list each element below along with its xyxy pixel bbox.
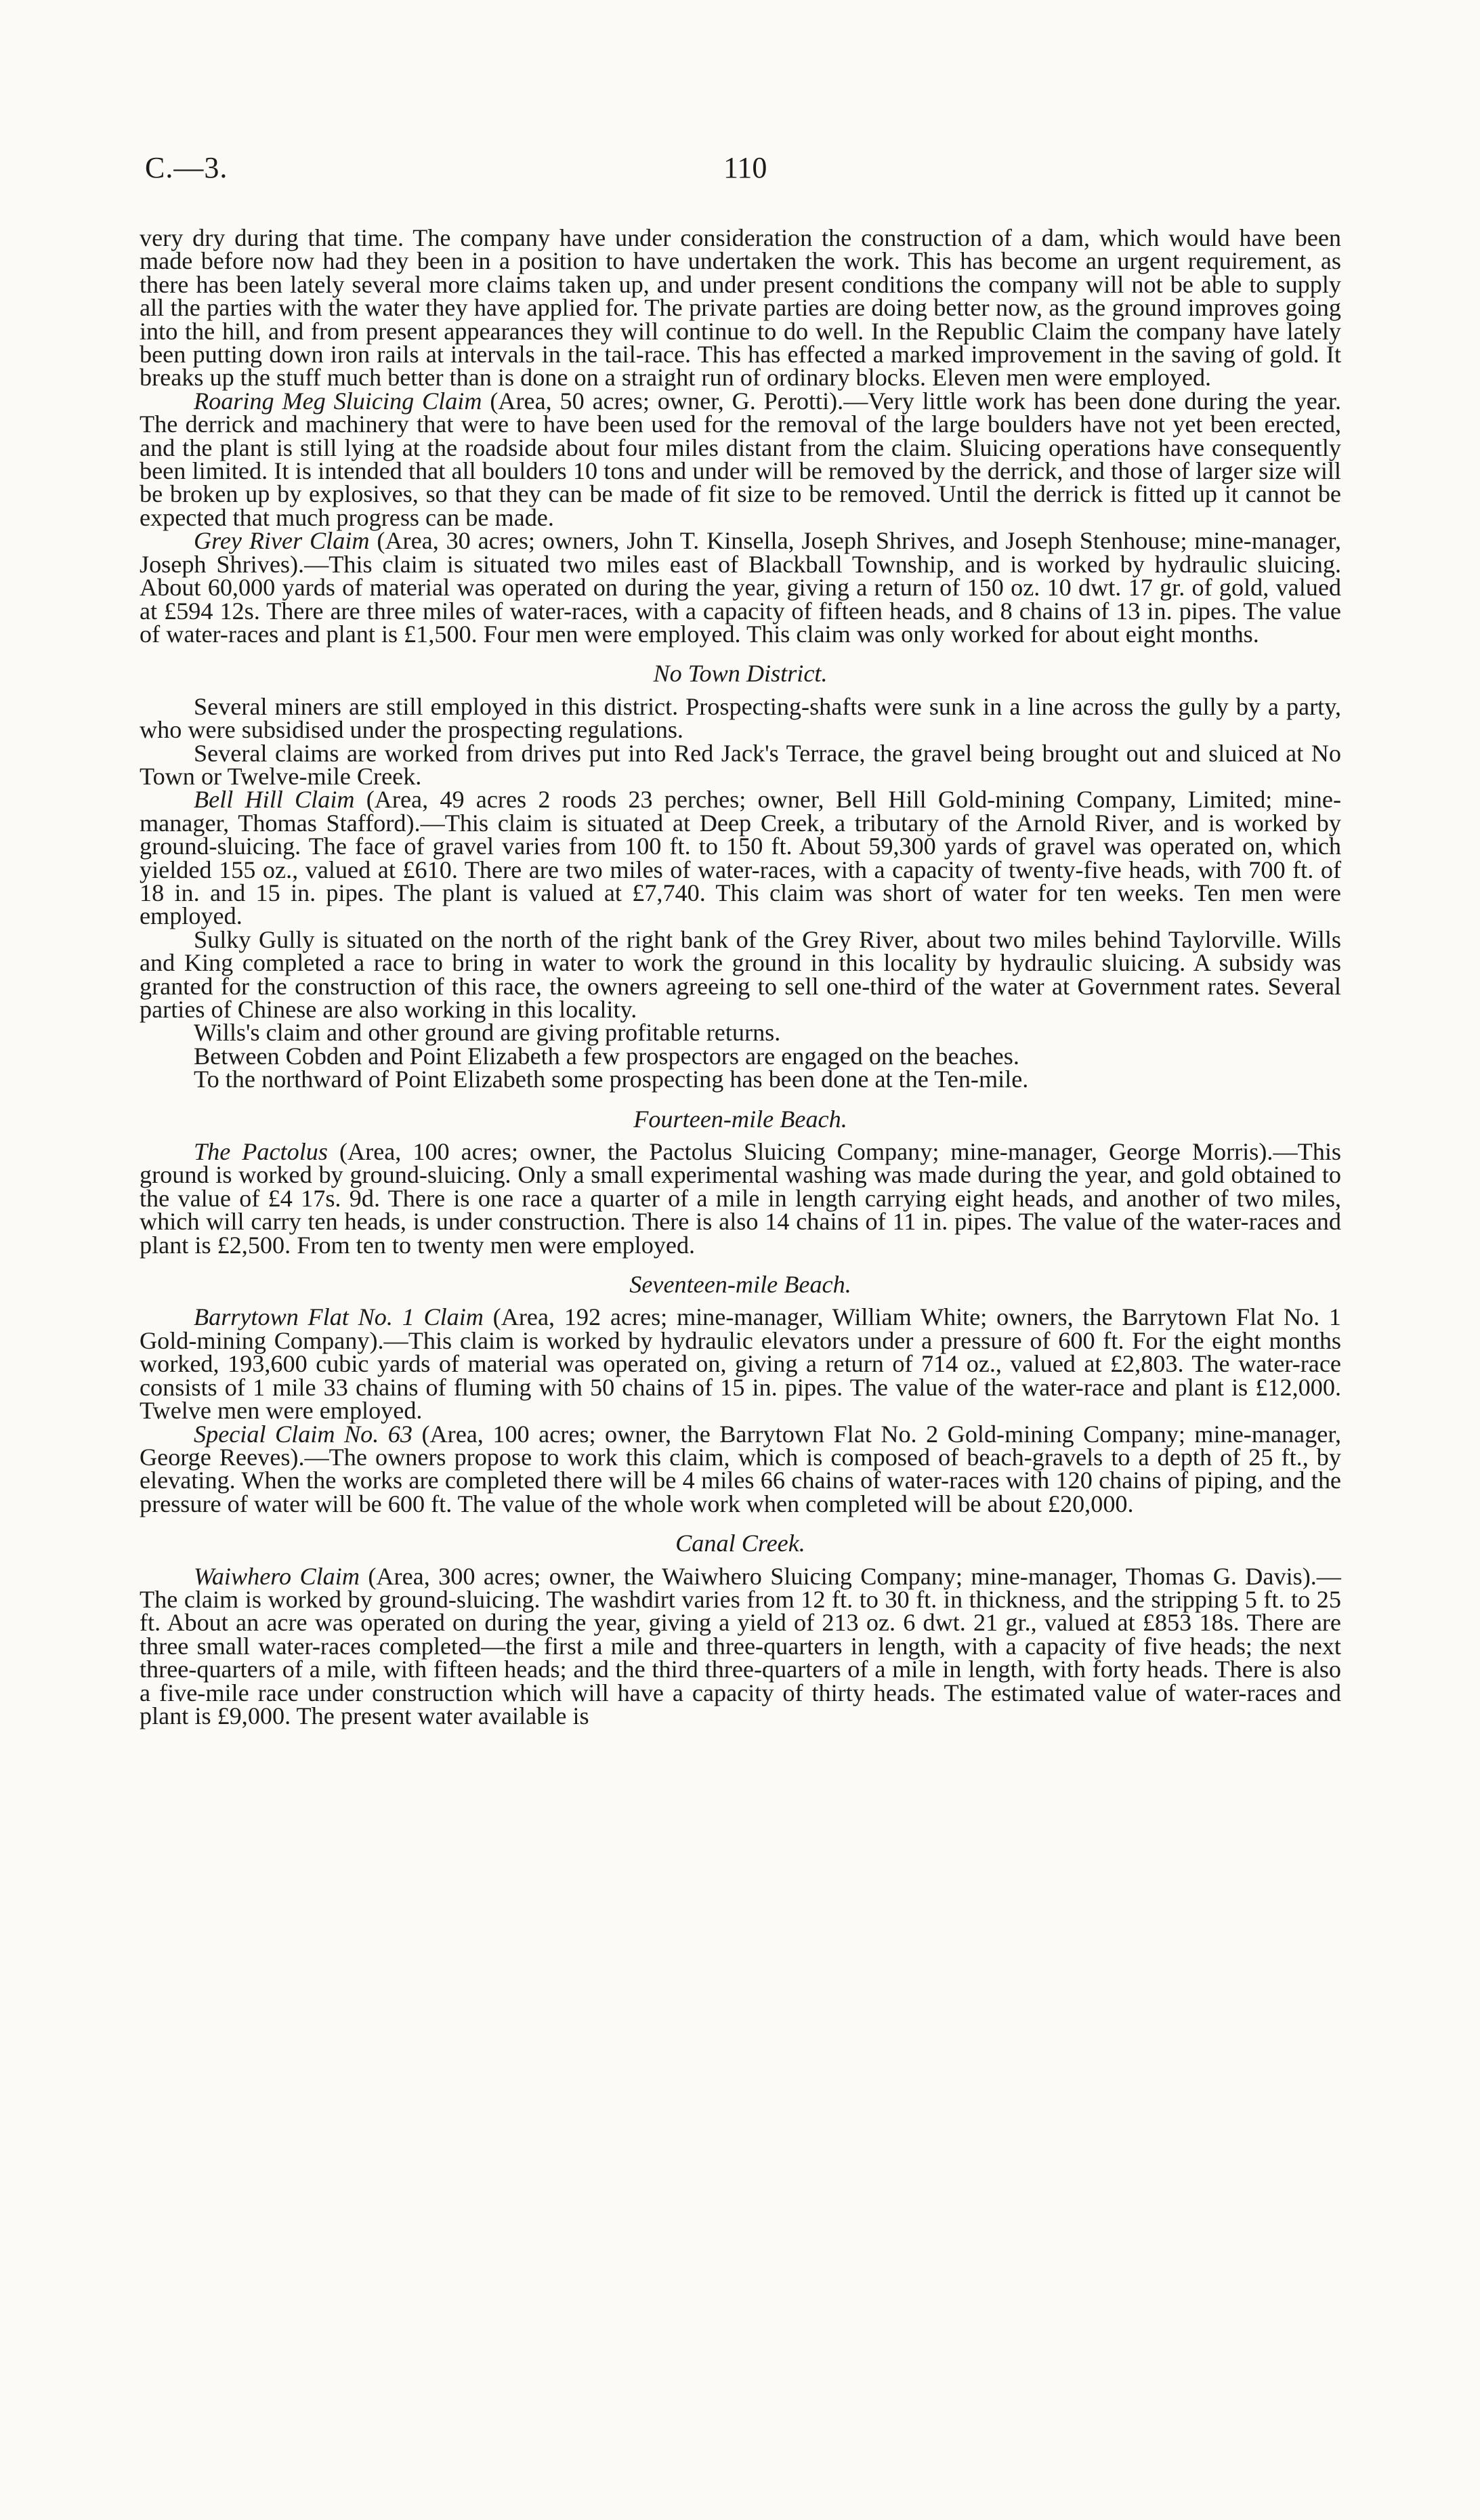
paragraph: Between Cobden and Point Elizabeth a few prospectors are engaged on the beaches. xyxy=(194,1042,1019,1070)
claim-name: Bell Hill Claim xyxy=(194,786,355,814)
section-heading: Canal Creek. xyxy=(675,1530,805,1557)
section-heading: Seventeen-mile Beach. xyxy=(629,1271,851,1299)
page-body xyxy=(140,226,1341,1727)
paragraph: Barrytown Flat No. 1 Claim (Area, 192 acres; mine-manager, William White; owners, the Barrytown Flat No. 1 Gold-mining Company).—This claim is worked by hydraulic elevators under a pressure of 600 ft. For the eight months worked, 193,600 cubic yards of material was operated on, giving a return of 714 oz., valued at £2,803. The water-race consists of 1 mile 33 chains of fluming with 50 chains of 15 in. pipes. The value of the water-race and plant is £12,000. Twelve men were employed. xyxy=(140,1303,1341,1425)
paragraph: very dry during that time. The company have under consideration the construction of a dam, which would have been made before now had they been in a position to have undertaken the work. This has become an urgent requirement, as there has been lately several more claims taken up, and under present conditions the company will not be able to supply all the parties with the water they have applied for. The private parties are doing better now, as the ground improves going into the hill, and from present appearances they will continue to do well. In the Republic Claim the company have lately been putting down iron rails at intervals in the tail-race. This has effected a marked improvement in the saving of gold. It breaks up the stuff much better than is done on a straight run of ordinary blocks. Eleven men were employed. xyxy=(140,224,1341,392)
paragraph: Grey River Claim (Area, 30 acres; owners, John T. Kinsella, Joseph Shrives, and Joseph Stenhouse; mine-manager, Joseph Shrives).—This claim is situated two miles east of Blackball Township, and is worked by hydraulic sluicing. About 60,000 yards of material was operated on during the year, giving a return of 150 oz. 10 dwt. 17 gr. of gold, valued at £594 12s. There are three miles of water-races, with a capacity of fifteen heads, and 8 chains of 13 in. pipes. The value of water-races and plant is £1,500. Four men were employed. This claim was only worked for about eight months. xyxy=(140,527,1341,648)
paragraph: Roaring Meg Sluicing Claim (Area, 50 acres; owner, G. Perotti).—Very little work has been done during the year. The derrick and machinery that were to have been used for the removal of the large boulders have not yet been erected, and the plant is still lying at the roadside about four miles distant from the claim. Sluicing operations have consequently been limited. It is intended that all boulders 10 tons and under will be removed by the derrick, and those of larger size will be broken up by explosives, so that they can be made of fit size to be removed. Until the derrick is fitted up it cannot be expected that much progress can be made. xyxy=(140,387,1341,531)
paragraph: To the northward of Point Elizabeth some prospecting has been done at the Ten-mile. xyxy=(194,1066,1029,1093)
paragraph: Waiwhero Claim (Area, 300 acres; owner, the Waiwhero Sluicing Company; mine-manager, Thomas G. Davis).—The claim is worked by ground-sluicing. The washdirt varies from 12 ft. to 30 ft. in thickness, and the stripping 5 ft. to 25 ft. About an acre was operated on during the year, giving a yield of 213 oz. 6 dwt. 21 gr., valued at £853 18s. There are three small water-races completed—the first a mile and three-quarters in length, with a capacity of five heads; the next three-quarters of a mile, with fifteen heads; and the third three-quarters of a mile in length, with forty heads. There is also a five-mile race under construction which will have a capacity of thirty heads. The estimated value of water-races and plant is £9,000. The present water available is xyxy=(140,1562,1341,1729)
page-header xyxy=(0,150,1480,198)
paragraph: Several claims are worked from drives put into Red Jack's Terrace, the gravel being brought out and sluiced at No Town or Twelve-mile Creek. xyxy=(140,739,1341,790)
paragraph: Special Claim No. 63 (Area, 100 acres; owner, the Barrytown Flat No. 2 Gold-mining Company; mine-manager, George Reeves).—The owners propose to work this claim, which is composed of beach-gravels to a depth of 25 ft., by elevating. When the works are completed there will be 4 miles 66 chains of water-races with 120 chains of piping, and the pressure of water will be 600 ft. The value of the whole work when completed will be about £20,000. xyxy=(140,1420,1341,1517)
claim-name: Special Claim No. 63 xyxy=(194,1420,413,1448)
paragraph: Several miners are still employed in this district. Prospecting-shafts were sunk in a line across the gully by a party, who were subsidised under the prospecting regulations. xyxy=(140,692,1341,744)
claim-name: Grey River Claim xyxy=(194,527,370,555)
section-heading: Fourteen-mile Beach. xyxy=(633,1105,847,1133)
page-number: 110 xyxy=(723,151,767,184)
paragraph: Bell Hill Claim (Area, 49 acres 2 roods 23 perches; owner, Bell Hill Gold-mining Company, Limited; mine-manager, Thomas Stafford).—This claim is situated at Deep Creek, a tributary of the Arnold River, and is worked by ground-sluicing. The face of gravel varies from 100 ft. to 150 ft. About 59,300 yards of gravel was operated on, which yielded 155 oz., valued at £610. There are two miles of water-races, with a capacity of twenty-five heads, with 700 ft. of 18 in. and 15 in. pipes. The plant is valued at £7,740. This claim was short of water for ten weeks. Ten men were employed. xyxy=(140,786,1341,930)
claim-name: Roaring Meg Sluicing Claim xyxy=(194,387,482,415)
paragraph: The Pactolus (Area, 100 acres; owner, the Pactolus Sluicing Company; mine-manager, George Morris).—This ground is worked by ground-sluicing. Only a small experimental washing was made during the year, and gold obtained to the value of £4 17s. 9d. There is one race a quarter of a mile in length carrying eight heads, and another of two miles, which will carry ten heads, is under construction. There is also 14 chains of 11 in. pipes. The value of the water-races and plant is £2,500. From ten to twenty men were employed. xyxy=(140,1138,1341,1259)
document-reference: C.—3. xyxy=(145,151,228,184)
claim-name: Waiwhero Claim xyxy=(194,1562,360,1590)
claim-name: Barrytown Flat No. 1 Claim xyxy=(194,1303,484,1331)
paragraph: Sulky Gully is situated on the north of the right bank of the Grey River, about two miles behind Taylorville. Wills and King completed a race to bring in water to work the ground in this locality by hydraulic sluicing. A subsidy was granted for the construction of this race, the owners agreeing to sell one-third of the water at Government rates. Several parties of Chinese are also working in this locality. xyxy=(140,925,1341,1023)
claim-name: The Pactolus xyxy=(194,1138,328,1166)
paragraph: Wills's claim and other ground are giving profitable returns. xyxy=(194,1019,781,1047)
section-heading: No Town District. xyxy=(653,660,828,688)
